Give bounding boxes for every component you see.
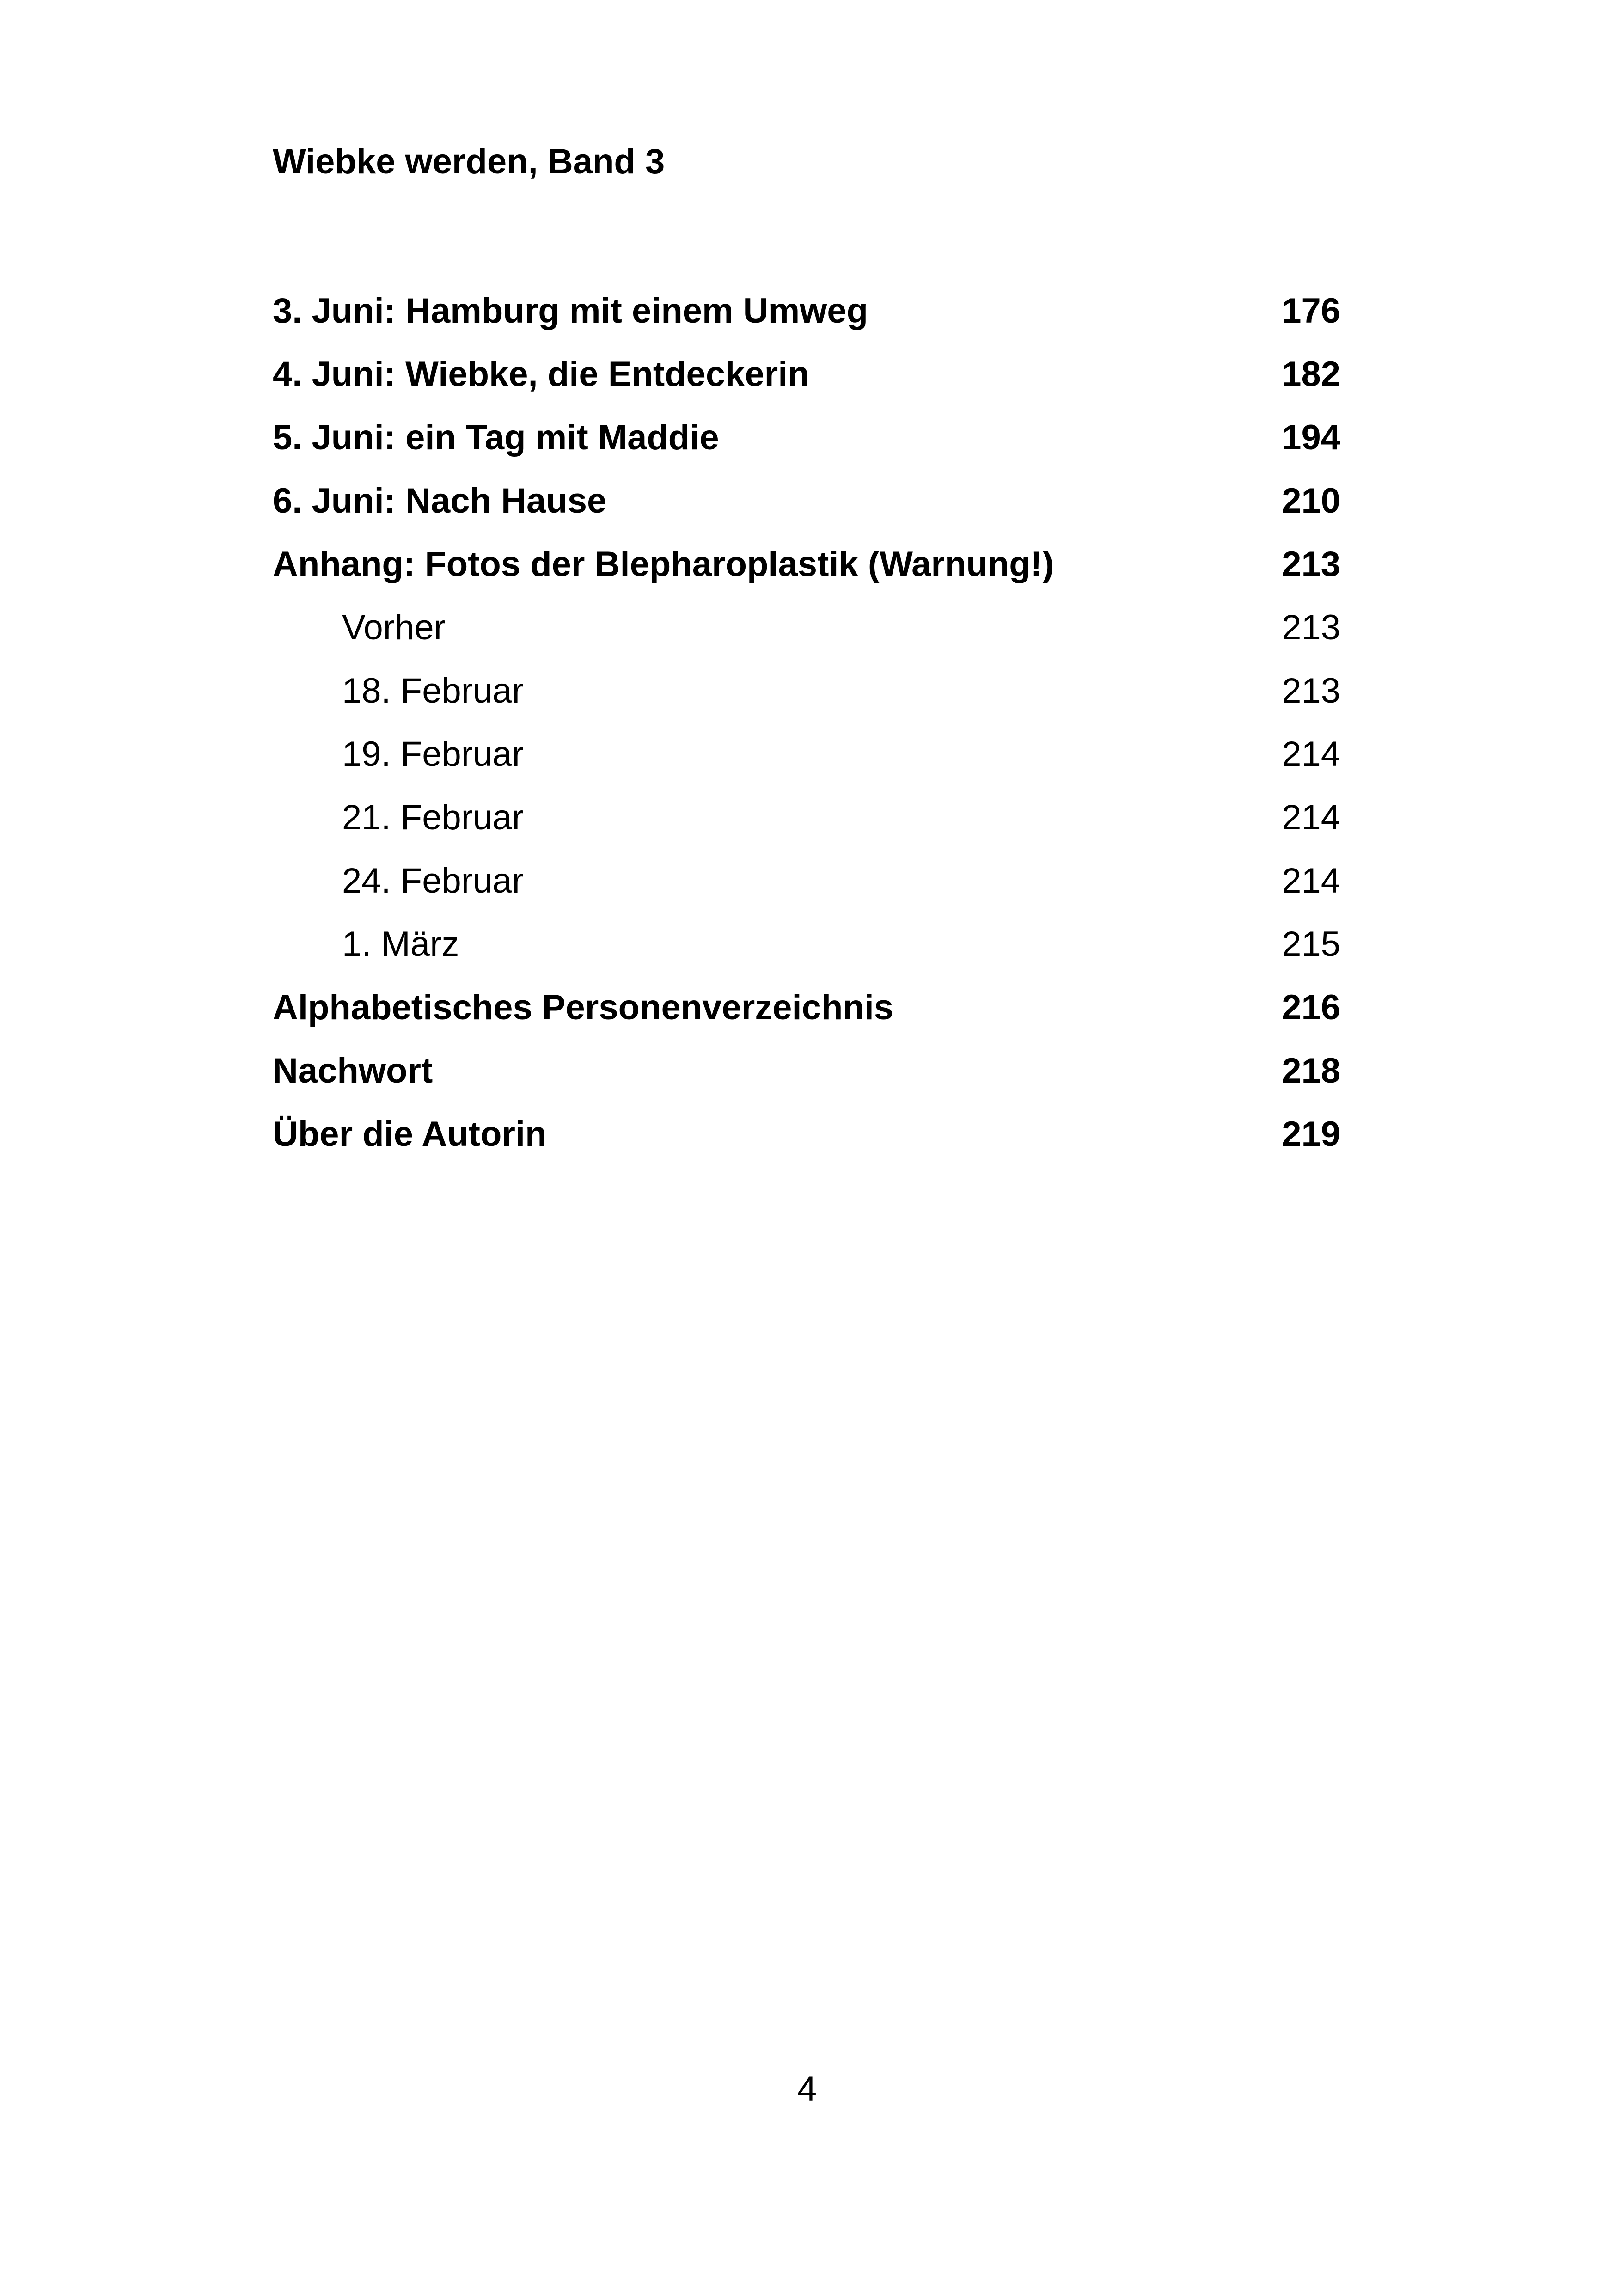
toc-subentry bbox=[273, 731, 1340, 795]
toc-entry-title: Alphabetisches Personenverzeichnis bbox=[273, 988, 894, 1027]
toc-entry-page: 210 bbox=[1282, 481, 1340, 520]
toc-entry-page: 182 bbox=[1282, 355, 1340, 394]
page-number: 4 bbox=[797, 2069, 817, 2109]
toc-subentry-page: 213 bbox=[1282, 608, 1340, 647]
toc-subentry bbox=[273, 605, 1340, 668]
toc-entry-title: 4. Juni: Wiebke, die Entdeckerin bbox=[273, 355, 809, 394]
book-title: Wiebke werden, Band 3 bbox=[273, 142, 665, 181]
toc-subentry-page: 214 bbox=[1282, 735, 1340, 774]
toc-subentry-title: 19. Februar bbox=[342, 735, 524, 774]
toc-entry bbox=[273, 288, 1340, 351]
toc-subentry-page: 215 bbox=[1282, 925, 1340, 964]
toc-entry-page: 216 bbox=[1282, 988, 1340, 1027]
toc-subentry bbox=[273, 795, 1340, 858]
toc-entry bbox=[273, 541, 1340, 605]
toc-entry bbox=[273, 478, 1340, 541]
toc-entry bbox=[273, 985, 1340, 1048]
toc-entry bbox=[273, 351, 1340, 415]
toc-subentry-title: 18. Februar bbox=[342, 671, 524, 710]
toc-subentry-title: 21. Februar bbox=[342, 798, 524, 837]
toc-subentry-page: 213 bbox=[1282, 671, 1340, 710]
toc-entry-title: Nachwort bbox=[273, 1051, 433, 1090]
toc-subentry-page: 214 bbox=[1282, 861, 1340, 900]
toc-entry-title: 5. Juni: ein Tag mit Maddie bbox=[273, 418, 719, 457]
toc-entry-page: 194 bbox=[1282, 418, 1340, 457]
toc-entry bbox=[273, 415, 1340, 478]
toc-subentry bbox=[273, 921, 1340, 985]
toc-subentry-title: Vorher bbox=[342, 608, 446, 647]
toc-subentry-title: 1. März bbox=[342, 925, 459, 964]
toc-entry-title: 6. Juni: Nach Hause bbox=[273, 481, 607, 520]
toc-entry-page: 213 bbox=[1282, 545, 1340, 584]
toc-entry-page: 219 bbox=[1282, 1114, 1340, 1154]
table-of-contents bbox=[273, 288, 1340, 1175]
toc-subentry bbox=[273, 858, 1340, 921]
toc-entry-page: 176 bbox=[1282, 291, 1340, 331]
toc-entry-page: 218 bbox=[1282, 1051, 1340, 1090]
toc-entry-title: 3. Juni: Hamburg mit einem Umweg bbox=[273, 291, 868, 331]
toc-entry bbox=[273, 1048, 1340, 1111]
toc-entry bbox=[273, 1111, 1340, 1175]
toc-subentry-page: 214 bbox=[1282, 798, 1340, 837]
toc-entry-title: Anhang: Fotos der Blepharoplastik (Warnung!) bbox=[273, 545, 1054, 584]
toc-entry-title: Über die Autorin bbox=[273, 1114, 547, 1154]
toc-subentry-title: 24. Februar bbox=[342, 861, 524, 900]
toc-subentry bbox=[273, 668, 1340, 731]
